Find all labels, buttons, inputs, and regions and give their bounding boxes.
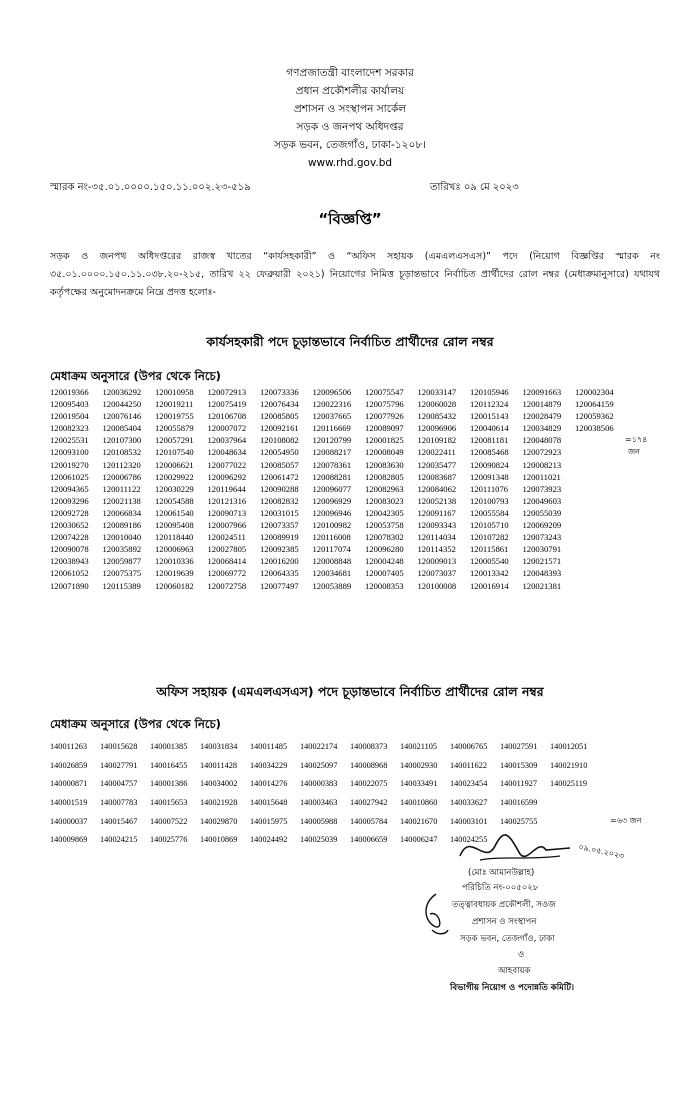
roll-number: 140015975	[250, 816, 288, 826]
section2-count: =৬৩ জন	[610, 816, 642, 825]
roll-number: 120092728	[50, 507, 89, 518]
roll-number: 120096280	[365, 544, 404, 555]
roll-number: 120027805	[207, 544, 247, 555]
roll-number: 120083023	[365, 495, 404, 506]
roll-number: 120077497	[260, 580, 299, 591]
roll-number: 120092385	[260, 544, 299, 555]
roll-number: 140003463	[300, 798, 338, 808]
roll-number: 140027791	[100, 760, 138, 770]
roll-number	[575, 507, 628, 519]
roll-number: 120072758	[207, 580, 247, 591]
letterhead	[0, 64, 700, 172]
roll-number: 140003101	[450, 816, 488, 826]
roll-number: 140029870	[200, 816, 238, 826]
roll-number: 120040614	[470, 423, 509, 434]
roll-number: 120005540	[470, 556, 509, 567]
roll-number: 120072923	[522, 447, 562, 458]
roll-number: 120024511	[207, 532, 246, 543]
roll-number: 140007783	[100, 798, 138, 808]
roll-number: 140008968	[350, 760, 388, 770]
roll-number: 120006786	[102, 471, 142, 482]
roll-number: 140023454	[450, 779, 488, 789]
roll-number: 120055879	[155, 423, 194, 434]
roll-number: 120073923	[522, 483, 562, 494]
roll-number: 120085057	[260, 459, 299, 470]
roll-number: 120095408	[155, 520, 194, 531]
roll-number: 120083687	[417, 471, 457, 482]
roll-number: 140002930	[400, 760, 438, 770]
roll-number: 120116669	[312, 423, 351, 434]
roll-number: 140011927	[500, 779, 538, 789]
roll-number: 120073357	[260, 520, 299, 531]
roll-number	[575, 531, 628, 543]
roll-number: 120048393	[522, 568, 562, 579]
section2-merit-label: মেধাক্রম অনুসারে (উপর থেকে নিচে)	[50, 717, 221, 731]
roll-number: 120008049	[365, 447, 404, 458]
roll-number: 120019504	[50, 411, 89, 422]
roll-number: 140015648	[250, 798, 288, 808]
roll-number	[575, 495, 628, 507]
roll-number: 140004757	[100, 779, 138, 789]
roll-number: 120007072	[207, 423, 247, 434]
roll-number: 120082963	[365, 483, 404, 494]
roll-number: 140006765	[450, 742, 488, 751]
roll-number: 120096077	[312, 483, 352, 494]
roll-number: 120083630	[365, 459, 404, 470]
roll-number: 140025776	[150, 835, 188, 845]
roll-number: 120081181	[470, 435, 509, 446]
roll-number: 120093100	[50, 447, 89, 458]
roll-number: 120042305	[365, 507, 404, 518]
roll-number: 120073336	[260, 387, 299, 397]
roll-number: 120061025	[50, 471, 89, 482]
section1-merit-label: মেধাক্রম অনুসারে (উপর থেকে নিচে)	[50, 369, 221, 383]
roll-number: 120100008	[417, 580, 457, 591]
roll-number: 120035477	[417, 459, 457, 470]
roll-number: 120008213	[522, 459, 562, 470]
roll-number: 120006963	[155, 544, 194, 555]
roll-number: 140024255	[450, 835, 488, 845]
roll-number: 140022075	[350, 779, 388, 789]
section2-title: অফিস সহায়ক (এমএলএসএস) পদে চূড়ান্তভাবে নির্বাচিত প্রার্থীদের রোল নম্বর	[156, 684, 544, 699]
roll-number: 120049603	[522, 495, 562, 506]
roll-number: 120054588	[155, 495, 194, 506]
section1-count: =১৭৪	[625, 435, 648, 444]
roll-number: 120090824	[470, 459, 509, 470]
roll-number: 120019270	[50, 459, 89, 470]
notice-title: “বিজ্ঞপ্তি”	[318, 210, 382, 228]
roll-number: 140033491	[400, 779, 438, 789]
roll-number: 120082805	[365, 471, 404, 482]
roll-number: 120115861	[470, 544, 509, 555]
roll-number: 120019366	[50, 387, 89, 397]
signer-name: (মোঃ আমানউল্লাহ)	[468, 868, 535, 878]
roll-number: 120004248	[365, 556, 404, 567]
roll-number: 120033147	[417, 387, 457, 397]
roll-number: 140015628	[100, 742, 138, 751]
roll-number	[575, 519, 628, 531]
roll-number: 140005784	[350, 816, 388, 826]
roll-number: 120106708	[207, 411, 247, 422]
roll-number: 120120799	[312, 435, 352, 446]
roll-number: 120089097	[365, 423, 404, 434]
roll-number: 120053889	[312, 580, 352, 591]
roll-number: 120044250	[102, 399, 142, 410]
roll-number: 120075547	[365, 387, 404, 397]
roll-number: 120076434	[260, 399, 299, 410]
roll-number: 140034229	[250, 760, 288, 770]
roll-number: 120075419	[207, 399, 247, 410]
roll-number: 120082323	[50, 423, 89, 434]
roll-number: 120022316	[312, 399, 352, 410]
roll-number: 120019639	[155, 568, 194, 579]
roll-number: 120011021	[522, 471, 561, 482]
roll-number	[575, 555, 628, 567]
roll-number: 120009013	[417, 556, 457, 567]
roll-number: 120055584	[470, 507, 509, 518]
roll-number: 120060028	[417, 399, 457, 410]
roll-number: 120008848	[312, 556, 352, 567]
roll-number: 120036292	[102, 387, 142, 397]
roll-number: 120053758	[365, 520, 404, 531]
roll-number: 120007405	[365, 568, 404, 579]
roll-number: 120096929	[312, 495, 352, 506]
roll-number: 120074228	[50, 532, 89, 543]
roll-number	[575, 471, 628, 483]
roll-number: 120105710	[470, 520, 509, 531]
roll-number: 120095403	[50, 399, 89, 410]
signature-date: ০৯.০৫.২০২৩	[577, 842, 626, 861]
roll-number: 120030652	[50, 520, 89, 531]
roll-number: 120013342	[470, 568, 509, 579]
roll-number: 140027591	[500, 742, 538, 751]
roll-number: 140024492	[250, 835, 288, 845]
roll-number	[575, 543, 628, 555]
roll-number	[575, 459, 628, 471]
roll-number: 120116008	[312, 532, 351, 543]
roll-number: 120089919	[260, 532, 299, 543]
roll-number: 120038943	[50, 556, 89, 567]
roll-number: 120073037	[417, 568, 457, 579]
roll-number: 120090078	[50, 544, 89, 555]
roll-number: 140025039	[300, 835, 338, 845]
govt-name: গণপ্রজাতন্ত্রী বাংলাদেশ সরকার	[286, 67, 414, 79]
roll-number: 120096906	[417, 423, 457, 434]
initial-scribble	[418, 890, 452, 940]
roll-number: 120010336	[155, 556, 194, 567]
roll-number: 120061052	[50, 568, 89, 579]
roll-number: 120011122	[102, 483, 141, 494]
roll-number: 120090288	[260, 483, 299, 494]
roll-number: 140026859	[50, 760, 88, 770]
roll-number: 120078302	[365, 532, 404, 543]
roll-number: 120022411	[417, 447, 456, 458]
roll-number: 120119644	[207, 483, 246, 494]
roll-number: 140001385	[150, 742, 188, 751]
roll-number: 140027942	[350, 798, 388, 808]
roll-number: 120069209	[522, 520, 562, 531]
roll-number	[575, 434, 628, 446]
roll-number: 120094365	[50, 483, 89, 494]
roll-number: 140011263	[50, 742, 88, 751]
roll-number: 120006621	[155, 459, 194, 470]
roll-number: 120071890	[50, 580, 89, 591]
roll-number: 140021670	[400, 816, 438, 826]
roll-number: 120048634	[207, 447, 247, 458]
roll-number: 140012051	[550, 742, 588, 751]
roll-number: 120107300	[102, 435, 142, 446]
website: www.rhd.gov.bd	[307, 157, 393, 169]
roll-number: 140015309	[500, 760, 538, 770]
address: সড়ক ভবন, তেজগাঁও, ঢাকা-১২০৮।	[274, 139, 426, 151]
roll-number: 120019755	[155, 411, 194, 422]
roll-number: 120008353	[365, 580, 404, 591]
roll-number: 140000383	[300, 779, 338, 789]
committee-name: বিভাগীয় নিয়োগ ও পদোন্নতি কমিটি।	[450, 983, 575, 993]
roll-number: 120016200	[260, 556, 299, 567]
roll-number: 120068414	[207, 556, 247, 567]
office-name: প্রধান প্রকৌশলীর কার্যালয়	[295, 85, 405, 97]
roll-number: 120025531	[50, 435, 89, 446]
circle-name: প্রশাসন ও সংস্থাপন সার্কেল	[293, 103, 407, 115]
roll-number: 120091663	[522, 387, 562, 397]
roll-number: 120048078	[522, 435, 562, 446]
roll-number: 120118440	[155, 532, 194, 543]
roll-number: 120121316	[207, 495, 247, 506]
roll-number: 140024215	[100, 835, 138, 845]
roll-number: 120100793	[470, 495, 509, 506]
roll-number: 120088281	[312, 471, 352, 482]
roll-number: 120115389	[102, 580, 141, 591]
roll-number: 120075375	[102, 568, 142, 579]
roll-number: 120089186	[102, 520, 142, 531]
roll-number: 120112324	[470, 399, 509, 410]
roll-number: 120085805	[260, 411, 299, 422]
roll-number: 120034681	[312, 568, 352, 579]
roll-number: 120061472	[260, 471, 299, 482]
roll-number: 120077926	[365, 411, 404, 422]
roll-number: 140009869	[50, 835, 88, 845]
roll-number: 120084062	[417, 483, 457, 494]
roll-number: 140014276	[250, 779, 288, 789]
roll-number: 140010869	[200, 835, 238, 845]
roll-number	[575, 567, 628, 579]
roll-number: 120108532	[102, 447, 142, 458]
roll-number: 120030791	[522, 544, 562, 555]
roll-number: 120090713	[207, 507, 247, 518]
roll-number: 140000037	[50, 816, 88, 826]
roll-number: 120031015	[260, 507, 299, 518]
roll-number: 140021105	[400, 742, 438, 751]
department-name: সড়ক ও জনপথ অধিদপ্তর	[296, 121, 404, 133]
roll-number: 120021138	[102, 495, 141, 506]
roll-number: 120072913	[207, 387, 247, 397]
roll-number: 120057291	[155, 435, 194, 446]
roll-number	[575, 483, 628, 495]
roll-number: 120117074	[312, 544, 351, 555]
roll-number: 140001519	[50, 798, 88, 808]
roll-number: 140016599	[500, 798, 538, 808]
roll-number: 120035892	[102, 544, 142, 555]
signer-address: সড়ক ভবন, তেজগাঁও, ঢাকা	[460, 934, 555, 944]
roll-number: 120060182	[155, 580, 194, 591]
roll-number: 120002304	[575, 387, 614, 397]
roll-number: 140022174	[300, 742, 338, 751]
roll-number: 120069772	[207, 568, 247, 579]
section1-roll-table	[50, 386, 628, 592]
roll-number: 140010860	[400, 798, 438, 808]
roll-number: 120085432	[417, 411, 457, 422]
roll-number: 120037665	[312, 411, 352, 422]
roll-number: 140007522	[150, 816, 188, 826]
roll-number: 120061540	[155, 507, 194, 518]
roll-number	[575, 580, 628, 592]
roll-number: 120059362	[575, 411, 614, 422]
roll-number: 120038506	[575, 423, 614, 434]
roll-number: 120078361	[312, 459, 352, 470]
signer-unit: প্রশাসন ও সংস্থাপন	[472, 917, 537, 927]
roll-number: 140006659	[350, 835, 388, 845]
roll-number: 140008373	[350, 742, 388, 751]
signer-designation: তত্ত্বাবধায়ক প্রকৌশলী, সওজ	[452, 900, 556, 910]
roll-number: 140011485	[250, 742, 288, 751]
roll-number: 140031834	[200, 742, 238, 751]
roll-number: 120021571	[522, 556, 562, 567]
roll-number: 120016914	[470, 580, 509, 591]
intro-paragraph: সড়ক ও জনপথ অধিদপ্তরের রাজস্ব খাতের “কার্যসহকারী” ও “অফিস সহায়ক (এমএলএসএস)” পদে (নিয়োগ বিজ্ঞপ্তির স্মারক নং ৩৫.০১.০০০০.১৫০.১১.০৩৮.২০-২১৫, তারিখ ২২ ফেব্রুয়ারী ২০২১) নিয়োগের নিমিত্ত চূড়ান্তভাবে নির্বাচিত প্রার্থীদের রোল নম্বর (মেধাক্রমানুসারে) যথাযথ কর্তৃপক্ষের অনুমোদনক্রমে নিম্নে প্রদত্ত হলোঃ-	[50, 251, 660, 298]
roll-number: 120001825	[365, 435, 404, 446]
roll-number: 140025097	[300, 760, 338, 770]
roll-number	[550, 794, 600, 813]
roll-number: 120114352	[417, 544, 456, 555]
roll-number: 120085404	[102, 423, 142, 434]
roll-number: 140021910	[550, 760, 588, 770]
roll-number: 120073243	[522, 532, 562, 543]
roll-number: 120096292	[207, 471, 247, 482]
roll-number: 120092161	[260, 423, 299, 434]
roll-number: 140005988	[300, 816, 338, 826]
roll-number: 140015653	[150, 798, 188, 808]
roll-number: 140015467	[100, 816, 138, 826]
roll-number: 120077022	[207, 459, 247, 470]
memo-number: স্মারক নং-৩৫.০১.০০০০.১৫০.১১.০০২.২৩-৫১৯	[50, 182, 251, 193]
roll-number: 120093296	[50, 495, 89, 506]
roll-number: 120107282	[470, 532, 509, 543]
roll-number: 120052138	[417, 495, 457, 506]
roll-number: 120082832	[260, 495, 299, 506]
roll-number: 140021928	[200, 798, 238, 808]
roll-number: 140011428	[200, 760, 238, 770]
section1-count-unit: জন	[628, 447, 640, 456]
roll-number: 120091167	[417, 507, 456, 518]
roll-number: 120075796	[365, 399, 404, 410]
roll-number: 120037964	[207, 435, 247, 446]
roll-number	[575, 446, 628, 458]
roll-number: 140033627	[450, 798, 488, 808]
roll-number: 120054950	[260, 447, 299, 458]
roll-number: 120064335	[260, 568, 299, 579]
roll-number: 120107540	[155, 447, 194, 458]
roll-number: 120085468	[470, 447, 509, 458]
roll-number: 120015143	[470, 411, 509, 422]
roll-number: 120010040	[102, 532, 142, 543]
roll-number: 140034002	[200, 779, 238, 789]
roll-number: 120105946	[470, 387, 509, 397]
roll-number: 140016455	[150, 760, 188, 770]
roll-number: 120019211	[155, 399, 194, 410]
section1-title: কার্যসহকারী পদে চূড়ান্তভাবে নির্বাচিত প্রার্থীদের রোল নম্বর	[206, 334, 494, 349]
roll-number: 120114034	[417, 532, 456, 543]
roll-number: 120028479	[522, 411, 562, 422]
roll-number: 140006247	[400, 835, 438, 845]
roll-number: 120112320	[102, 459, 141, 470]
roll-number: 120034829	[522, 423, 562, 434]
roll-number: 140000871	[50, 779, 88, 789]
roll-number: 120088217	[312, 447, 352, 458]
roll-number: 120093343	[417, 520, 457, 531]
roll-number: 120100982	[312, 520, 352, 531]
roll-number: 120064159	[575, 399, 614, 410]
signer-and: ও	[518, 950, 525, 960]
roll-number: 140025119	[550, 779, 588, 789]
roll-number: 120030229	[155, 483, 194, 494]
roll-number: 120109182	[417, 435, 457, 446]
roll-number: 120007966	[207, 520, 247, 531]
roll-number: 120111076	[470, 483, 509, 494]
memo-date: তারিখঃ ০৯ মে ২০২৩	[430, 182, 519, 193]
roll-number: 120096506	[312, 387, 352, 397]
roll-number: 120059877	[102, 556, 142, 567]
roll-number: 120021381	[522, 580, 562, 591]
roll-number: 120091348	[470, 471, 509, 482]
signer-id: পরিচিতি নং-০০৫০২৮	[462, 883, 539, 893]
roll-number: 120055039	[522, 507, 562, 518]
roll-number: 120076146	[102, 411, 142, 422]
roll-number: 140001386	[150, 779, 188, 789]
roll-number: 120010958	[155, 387, 194, 397]
roll-number: 120066834	[102, 507, 142, 518]
roll-number: 120108082	[260, 435, 299, 446]
roll-number: 120014879	[522, 399, 562, 410]
roll-number: 140025755	[500, 816, 538, 826]
roll-number: 140011622	[450, 760, 488, 770]
signer-role: আহবায়ক	[498, 966, 531, 976]
roll-number: 120096946	[312, 507, 352, 518]
roll-number: 120029922	[155, 471, 194, 482]
